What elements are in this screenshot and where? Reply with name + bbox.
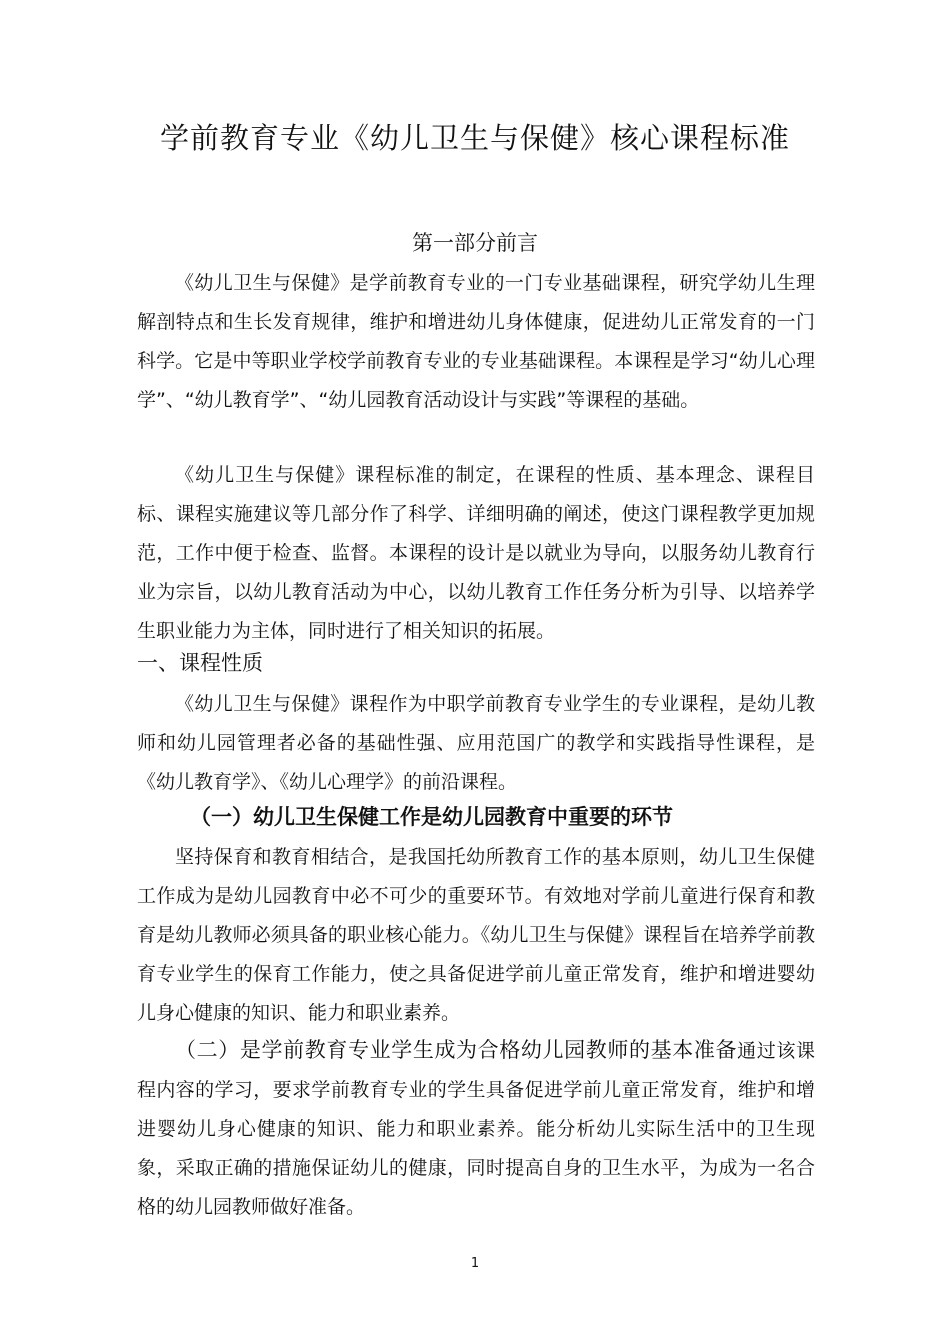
subsection-heading-1: （一）幼儿卫生保健工作是幼儿园教育中重要的环节 [190,805,673,829]
intro-paragraph-2: 《幼儿卫生与保健》课程标准的制定，在课程的性质、基本理念、课程目标、课程实施建议等几部分作了科学、详细明确的阐述，使这门课程教学更加规范，工作中便于检查、监督。本课程的设计是以就业为导向，以服务幼儿教育行业为宗旨，以幼儿教育活动为中心，以幼儿教育工作任务分析为引导、以培养学生职业能力为主体，同时进行了相关知识的拓展。 [137,464,815,642]
subsection-heading-2: （二）是学前教育专业学生成为合格幼儿园教师的基本准备 [175,1038,738,1062]
subsection2-paragraph [137,1031,815,1227]
intro-paragraph-1: 《幼儿卫生与保健》是学前教育专业的一门专业基础课程，研究学幼儿生理解剖特点和生长发育规律，维护和增进幼儿身体健康，促进幼儿正常发育的一门科学。它是中等职业学校学前教育专业的专业基础课程。本课程是学习“幼儿心理学”、“幼儿教育学”、“幼儿园教育活动设计与实践”等课程的基础。 [137,272,815,411]
section-heading-course-nature: 一、课程性质 [137,651,263,675]
subsection2-text: 通过该课程内容的学习，要求学前教育专业的学生具备促进学前儿童正常发育，维护和增进婴幼儿身心健康的知识、能力和职业素养。能分析幼儿实际生活中的卫生现象，采取正确的措施保证幼儿的健康，同时提高自身的卫生水平，为成为一名合格的幼儿园教师做好准备。 [137,1040,815,1218]
section1-paragraph: 《幼儿卫生与保健》课程作为中职学前教育专业学生的专业课程，是幼儿教师和幼儿园管理者必备的基础性强、应用范国广的教学和实践指导性课程，是《幼儿教育学》、《幼儿心理学》的前沿课程。 [137,693,815,793]
part-title: 第一部分前言 [412,231,538,255]
page-number: 1 [470,1256,480,1271]
document-title: 学前教育专业《幼儿卫生与保健》核心课程标准 [159,121,790,155]
subsection1-paragraph: 坚持保育和教育相结合，是我国托幼所教育工作的基本原则，幼儿卫生保健工作成为是幼儿园教育中必不可少的重要环节。有效地对学前儿童进行保育和教育是幼儿教师必须具备的职业核心能力。《幼儿卫生与保健》课程旨在培养学前教育专业学生的保育工作能力，使之具备促进学前儿童正常发育，维护和增进婴幼儿身心健康的知识、能力和职业素养。 [137,846,815,1024]
